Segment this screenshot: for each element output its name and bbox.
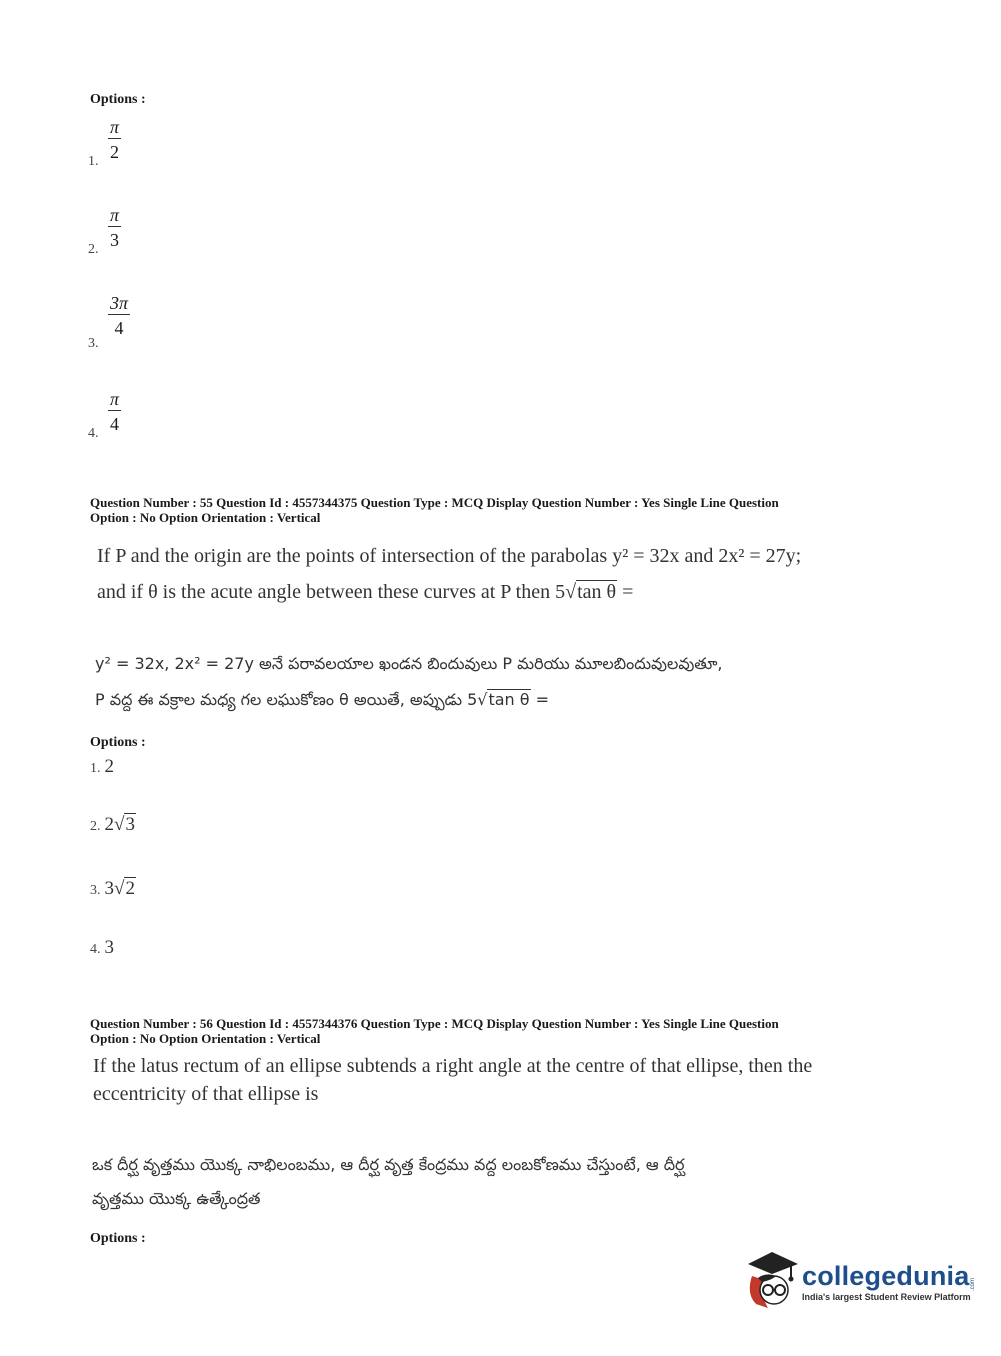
options-label: Options : (90, 92, 146, 107)
options-label: Options : (90, 1231, 146, 1246)
option-number: 4. (90, 942, 101, 957)
option-value: 2 (104, 756, 114, 777)
option-number: 3. (90, 883, 101, 898)
option-fraction: π 4 (110, 389, 120, 434)
question-meta: Question Number : 55 Question Id : 4557344375 Question Type : MCQ Display Question Number : Yes Single Line Question Option : No Option Orientation : Vertical (90, 495, 779, 525)
option-number: 3. (88, 336, 99, 351)
option-number: 1. (90, 761, 101, 776)
option-value: 3 (104, 937, 114, 958)
option-number: 2. (90, 819, 101, 834)
logo-wordmark: collegedunia (802, 1260, 970, 1291)
option-value: 3√2 (104, 878, 135, 899)
option-fraction: 3π 4 (110, 293, 129, 338)
collegedunia-logo (742, 1250, 976, 1312)
question-meta: Question Number : 56 Question Id : 4557344376 Question Type : MCQ Display Question Number : Yes Single Line Question Option : No Option Orientation : Vertical (90, 1016, 779, 1046)
question-text-english: If the latus rectum of an ellipse subtends a right angle at the centre of that ellipse, then the eccentricity of that ellipse is (93, 1055, 813, 1105)
option-value: 2√3 (104, 814, 135, 835)
option-item (90, 878, 136, 900)
logo-suffix: .com (970, 1278, 977, 1292)
graduate-mascot-icon (742, 1250, 800, 1312)
option-fraction: π 2 (110, 117, 120, 162)
logo-tagline: India's largest Student Review Platform (802, 1291, 971, 1302)
option-number: 4. (88, 426, 99, 441)
option-item (90, 756, 114, 778)
option-number: 1. (88, 154, 99, 169)
question-text-english: If P and the origin are the points of intersection of the parabolas y² = 32x and 2x² = 27y; and if θ is the acute angle between these curves at P then 5√tan θ = (97, 545, 802, 603)
options-label: Options : (90, 735, 146, 750)
option-item (90, 937, 114, 959)
option-item (90, 814, 136, 836)
option-fraction: π 3 (110, 205, 120, 250)
option-number: 2. (88, 242, 99, 257)
question-text-telugu: y² = 32x, 2x² = 27y అనే పరావలయాల ఖండన బిందువులు P మరియు మూలబిందువులవుతూ, P వద్ద ఈ వక్రాల మధ్య గల లఘుకోణం θ అయితే, అప్పుడు 5√tan θ = (95, 654, 723, 709)
question-text-telugu: ఒక దీర్ఘ వృత్తము యొక్క నాభిలంబము, ఆ దీర్ఘ వృత్త కేంద్రము వద్ద లంబకోణము చేస్తుంటే, ఆ దీర్ఘ వృత్తము యొక్క ఉత్కేంద్రత (92, 1155, 685, 1208)
